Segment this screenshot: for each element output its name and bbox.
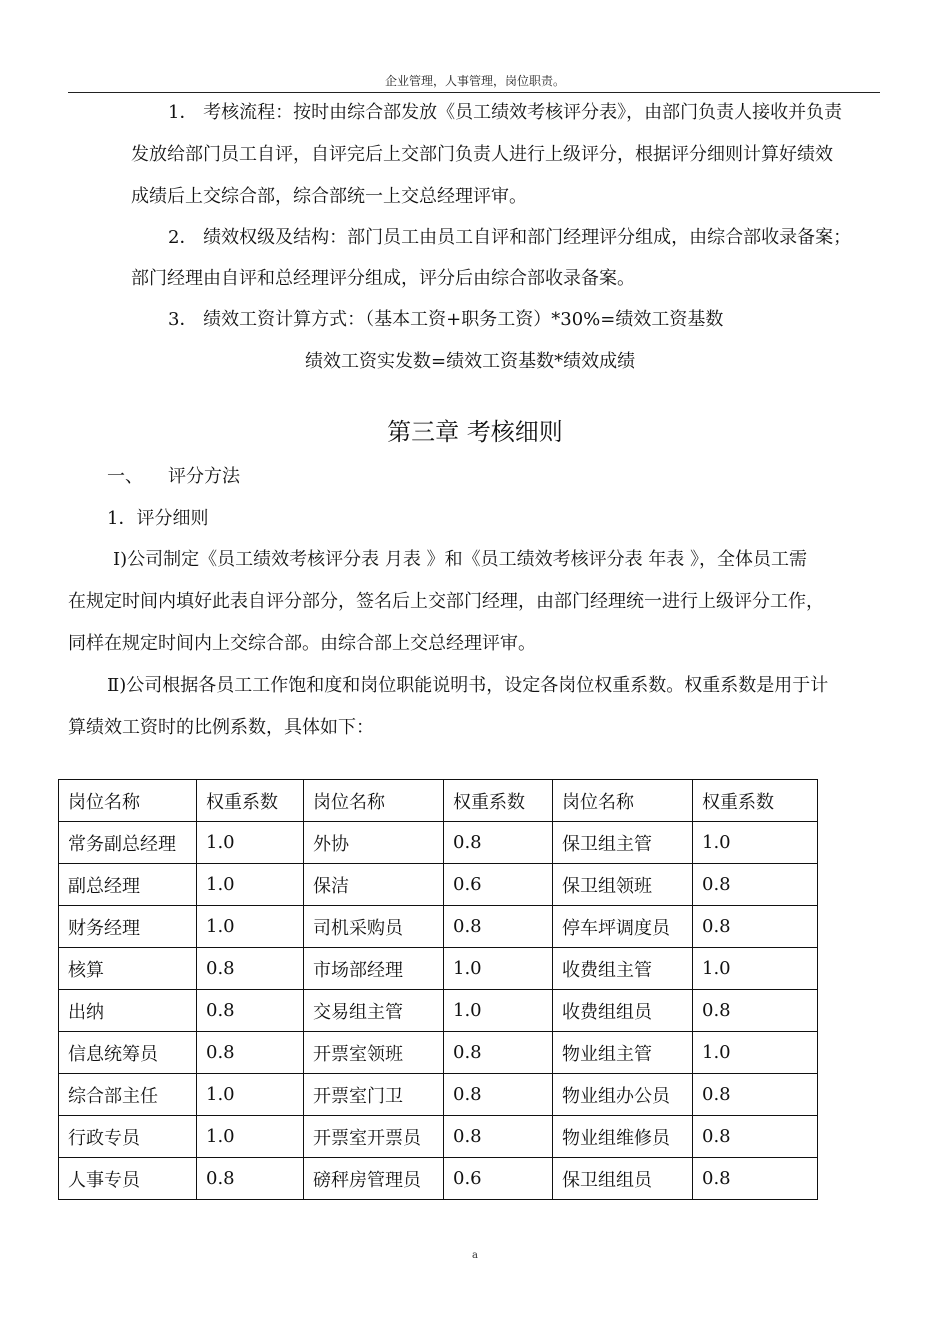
position-name-cell: 停车坪调度员 <box>553 906 693 948</box>
weight-cell: 0.6 <box>444 864 553 906</box>
rule-1-line-2: 在规定时间内填好此表自评分部分，签名后上交部门经理，由部门经理统一进行上级评分工作， <box>68 591 824 612</box>
section-number: 一、 <box>107 466 143 487</box>
table-header-cell: 岗位名称 <box>553 780 693 822</box>
weight-cell: 0.8 <box>197 1032 304 1074</box>
section-title: 评分方法 <box>168 466 240 487</box>
weight-cell: 0.8 <box>197 948 304 990</box>
weight-cell: 1.0 <box>444 990 553 1032</box>
weight-cell: 0.8 <box>693 1158 818 1200</box>
process-paragraph-line-3: 成绩后上交综合部，综合部统一上交总经理评审。 <box>131 186 527 207</box>
rule-1-line-3: 同样在规定时间内上交综合部。由综合部上交总经理评审。 <box>68 633 536 654</box>
weight-cell: 0.8 <box>444 1116 553 1158</box>
rule-1-line-1: Ⅰ)公司制定《员工绩效考核评分表 月表 》和《员工绩效考核评分表 年表 》，全体员工需 <box>113 549 808 570</box>
position-name-cell: 保卫组主管 <box>553 822 693 864</box>
weight-cell: 0.8 <box>444 906 553 948</box>
weight-cell: 1.0 <box>197 822 304 864</box>
weight-coefficient-table <box>58 779 818 1200</box>
table-row <box>59 1116 818 1158</box>
table-header-cell: 岗位名称 <box>59 780 197 822</box>
table-header-row <box>59 780 818 822</box>
position-name-cell: 出纳 <box>59 990 197 1032</box>
structure-paragraph-line-1: 2． 绩效权级及结构：部门员工由员工自评和部门经理评分组成，由综合部收录备案； <box>168 227 852 248</box>
weight-cell: 1.0 <box>693 822 818 864</box>
page-footer: a <box>472 1250 478 1261</box>
position-name-cell: 物业组办公员 <box>553 1074 693 1116</box>
position-name-cell: 司机采购员 <box>304 906 444 948</box>
table-row <box>59 990 818 1032</box>
table-header-cell: 权重系数 <box>693 780 818 822</box>
table-row <box>59 1074 818 1116</box>
position-name-cell: 人事专员 <box>59 1158 197 1200</box>
position-name-cell: 物业组主管 <box>553 1032 693 1074</box>
table-row <box>59 1158 818 1200</box>
weight-cell: 0.8 <box>693 990 818 1032</box>
position-name-cell: 磅秤房管理员 <box>304 1158 444 1200</box>
position-name-cell: 财务经理 <box>59 906 197 948</box>
weight-cell: 1.0 <box>444 948 553 990</box>
chapter-title: 第三章 考核细则 <box>387 418 563 446</box>
subsection-title: 1．评分细则 <box>107 508 209 529</box>
position-name-cell: 核算 <box>59 948 197 990</box>
weight-cell: 1.0 <box>197 1116 304 1158</box>
weight-cell: 0.8 <box>693 864 818 906</box>
position-name-cell: 开票室开票员 <box>304 1116 444 1158</box>
position-name-cell: 物业组维修员 <box>553 1116 693 1158</box>
weight-cell: 0.8 <box>197 1158 304 1200</box>
weight-cell: 0.8 <box>693 1116 818 1158</box>
position-name-cell: 常务副总经理 <box>59 822 197 864</box>
salary-formula-line-1: 3． 绩效工资计算方式：（基本工资+职务工资）*30%=绩效工资基数 <box>168 309 724 330</box>
rule-2-line-2: 算绩效工资时的比例系数，具体如下： <box>68 717 374 738</box>
position-name-cell: 收费组主管 <box>553 948 693 990</box>
table-row <box>59 948 818 990</box>
position-name-cell: 副总经理 <box>59 864 197 906</box>
table-row <box>59 1032 818 1074</box>
position-name-cell: 交易组主管 <box>304 990 444 1032</box>
table-row <box>59 906 818 948</box>
weight-cell: 1.0 <box>693 1032 818 1074</box>
weight-cell: 1.0 <box>197 906 304 948</box>
weight-cell: 1.0 <box>693 948 818 990</box>
salary-formula-line-2: 绩效工资实发数=绩效工资基数*绩效成绩 <box>305 351 636 372</box>
position-name-cell: 保卫组领班 <box>553 864 693 906</box>
position-name-cell: 开票室领班 <box>304 1032 444 1074</box>
rule-2-line-1: Ⅱ)公司根据各员工工作饱和度和岗位职能说明书，设定各岗位权重系数。权重系数是用于计 <box>107 675 829 696</box>
header-rule <box>68 92 880 93</box>
weight-cell: 0.8 <box>444 1074 553 1116</box>
position-name-cell: 外协 <box>304 822 444 864</box>
table-header-cell: 权重系数 <box>197 780 304 822</box>
table-header-cell: 权重系数 <box>444 780 553 822</box>
weight-cell: 0.8 <box>444 1032 553 1074</box>
table-header-cell: 岗位名称 <box>304 780 444 822</box>
weight-cell: 0.8 <box>693 1074 818 1116</box>
process-paragraph-line-2: 发放给部门员工自评，自评完后上交部门负责人进行上级评分，根据评分细则计算好绩效 <box>131 144 833 165</box>
position-name-cell: 综合部主任 <box>59 1074 197 1116</box>
position-name-cell: 信息统筹员 <box>59 1032 197 1074</box>
weight-cell: 0.6 <box>444 1158 553 1200</box>
weight-cell: 1.0 <box>197 864 304 906</box>
position-name-cell: 收费组组员 <box>553 990 693 1032</box>
position-name-cell: 市场部经理 <box>304 948 444 990</box>
page-header: 企业管理，人事管理，岗位职责。 <box>384 74 565 88</box>
weight-cell: 0.8 <box>197 990 304 1032</box>
position-name-cell: 保卫组组员 <box>553 1158 693 1200</box>
position-name-cell: 开票室门卫 <box>304 1074 444 1116</box>
weight-cell: 1.0 <box>197 1074 304 1116</box>
position-name-cell: 行政专员 <box>59 1116 197 1158</box>
structure-paragraph-line-2: 部门经理由自评和总经理评分组成，评分后由综合部收录备案。 <box>131 268 635 289</box>
position-name-cell: 保洁 <box>304 864 444 906</box>
weight-cell: 0.8 <box>444 822 553 864</box>
weight-cell: 0.8 <box>693 906 818 948</box>
process-paragraph-line-1: 1． 考核流程：按时由综合部发放《员工绩效考核评分表》，由部门负责人接收并负责 <box>168 102 843 123</box>
table-row <box>59 822 818 864</box>
table-row <box>59 864 818 906</box>
